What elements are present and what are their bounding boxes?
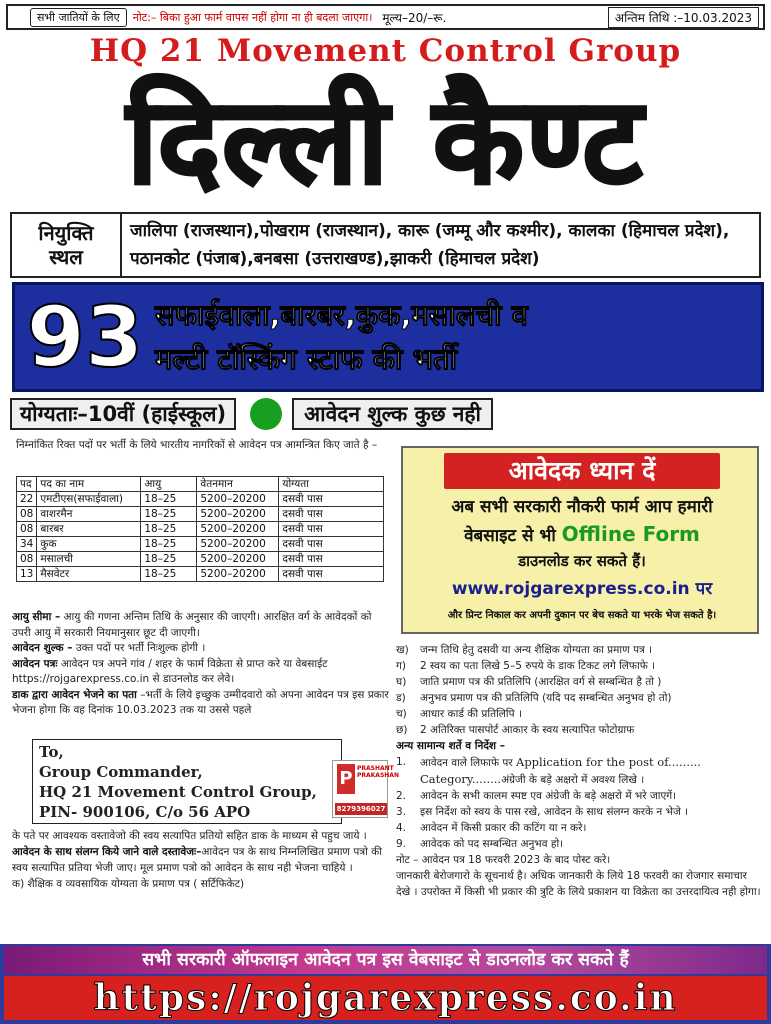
right-instructions <box>396 642 762 900</box>
last-date-badge: अन्तिम तिथि :–10.03.2023 <box>608 7 759 28</box>
age-limit-text: आयु की गणना अन्तिम तिथि के अनुसार की जाएगी। आरक्षित वर्ग के आवेदकों को उपरी आयु में सरकारी नियमानुसार छूट दी जाएगी। <box>12 611 372 639</box>
fee-text: उक्त पदों पर भर्ती निःशुल्क होगी । <box>75 642 206 654</box>
attention-line-1: अब सभी सरकारी नौकरी फार्म आप हमारी <box>451 497 713 517</box>
rule-number: 1. <box>396 756 407 768</box>
attention-line-2a: वेबसाइट से भी <box>464 526 562 546</box>
intro-text: निम्नांकित रिक्त पदों पर भर्ती के लिये भारतीय नागरिकों से आवेदन पत्र आमन्त्रित किए जाते है – <box>16 439 378 451</box>
document-item <box>396 706 762 722</box>
organization-title: HQ 21 Movement Control Group <box>89 33 682 69</box>
cell: एमटीएस(सफाईवाला) <box>37 492 141 507</box>
rule-item <box>396 804 762 820</box>
document-item <box>396 674 762 690</box>
cell: 13 <box>17 567 37 582</box>
cell: बारबर <box>37 522 141 537</box>
after-address-text: के पते पर आवश्यक वस्तावेजो की स्वय सत्यापित प्रतियो सहित डाक के माध्यम से पहुच जाये । <box>12 830 367 842</box>
rule-number: 4. <box>396 822 407 834</box>
post-address-head: डाक द्वारा आवेदन भेजने का पता <box>12 688 137 701</box>
col-age: आयु <box>141 477 197 492</box>
cell: कुक <box>37 537 141 552</box>
document-item <box>396 722 762 738</box>
col-count: पद <box>17 477 37 492</box>
cell: 5200–20200 <box>197 507 279 522</box>
applicant-attention-box <box>401 446 759 634</box>
rule-number: 2. <box>396 790 407 802</box>
cell: मसालची <box>37 552 141 567</box>
item-text: अनुभव प्रमाण पत्र की प्रतिलिपि (यदि पद सम्बन्धित अनुभव हो तो) <box>420 692 672 704</box>
rule-item <box>396 788 762 804</box>
posting-places <box>122 214 759 276</box>
post-date-note: नोट – आवेदन पत्र 18 फरवरी 2023 के बाद पोस्ट करे। <box>396 854 611 866</box>
cell: 08 <box>17 552 37 567</box>
rule-1b: Application for the post of......... <box>516 755 701 769</box>
publisher-stamp <box>332 760 399 818</box>
cell: वाशरमैन <box>37 507 141 522</box>
publisher-phone: 8279396027 <box>336 805 386 813</box>
table-row <box>17 522 384 537</box>
qualification-badge: योग्यताः–10वीं (हाईस्कूल) <box>10 398 236 430</box>
qualification-row <box>10 396 763 432</box>
offline-form-text: Offline Form <box>561 522 700 546</box>
col-pay: वेतनमान <box>197 477 279 492</box>
posting-label <box>12 214 122 276</box>
col-post-name: पद का नाम <box>37 477 141 492</box>
cell: 18–25 <box>141 537 197 552</box>
cell: 5200–20200 <box>197 552 279 567</box>
post-address-text: –भर्ती के लिये इच्छुक उम्मीदवारो को अपना आवेदन पत्र इस प्रकार भेजना होगा कि वह दिनांक 10.03.2023 तक या उससे पहले <box>12 688 389 716</box>
item-text: जन्म तिथि हेतु दसवी या अन्य शैक्षिक योग्यता का प्रमाण पत्र । <box>420 644 653 656</box>
document-item <box>396 690 762 706</box>
documents-text: आवेदन पत्र के साथ निम्नलिखित प्रमाण पत्रो की स्वय सत्यापित प्रतिया भेजी जाए। मूल प्रमाण पत्रो को आवेदन के साथ नही भेजना चाहिये । <box>12 846 382 874</box>
no-return-note: नोट:– बिका हुआ फार्म वापस नहीं होगा ना ही बदला जाएगा। <box>132 10 373 24</box>
form-head: आवेदन पत्रः <box>12 657 58 670</box>
address-line-3: HQ 21 Movement Control Group, <box>39 783 317 801</box>
address-line-1: To, <box>39 743 64 761</box>
rule-text: आवेदक को पद सम्बन्धित अनुभव हो। <box>420 838 564 850</box>
posting-places-box <box>10 212 761 278</box>
age-limit-para <box>12 610 390 641</box>
rule-1c: Category........ <box>420 772 502 786</box>
rule-number: 9. <box>396 838 407 850</box>
city-title: दिल्ली कैण्ट <box>127 72 644 210</box>
cell: दसवी पास <box>279 507 384 522</box>
document-item <box>396 642 762 658</box>
rule-1a: आवेदन वाले लिफाफे पर <box>420 757 517 769</box>
vacancy-posts <box>155 293 761 381</box>
general-rules-head: अन्य सामान्य शर्ते व निर्देश – <box>396 740 505 752</box>
post-address-para <box>12 688 390 719</box>
cell: 34 <box>17 537 37 552</box>
documents-item-k: क) शैक्षिक व व्यवसायिक योग्यता के प्रमाण पत्र ( सर्टिफिकेट) <box>12 878 245 890</box>
cell: 18–25 <box>141 522 197 537</box>
fee-badge: आवेदन शुल्क कुछ नही <box>292 398 493 430</box>
fee-head: आवेदन शुल्क – <box>12 642 73 654</box>
cell: दसवी पास <box>279 522 384 537</box>
cell: 08 <box>17 507 37 522</box>
attention-title: आवेदक ध्यान दें <box>444 453 720 489</box>
attention-line-2 <box>407 522 757 548</box>
cell: 5200–20200 <box>197 492 279 507</box>
document-item <box>396 658 762 674</box>
table-row <box>17 567 384 582</box>
posting-line-1: जालिपा (राजस्थान),पोखराम (राजस्थान), कारू (जम्मू और कश्मीर), कालका (हिमाचल प्रदेश), <box>130 221 730 241</box>
form-text: आवेदन पत्र अपने गांव / शहर के फार्म विक्रेता से प्राप्त करे या वेबसाईट https://rojgarexpress.co.in से डाउनलोड कर लेवे। <box>12 657 328 685</box>
green-dot-icon <box>250 398 282 430</box>
footer-website-link[interactable]: https://rojgarexpress.co.in <box>4 976 767 1020</box>
item-key: च) <box>396 708 407 720</box>
address-line-4: PIN- 900106, C/o 56 APO <box>39 803 251 821</box>
footer-tagline: सभी सरकारी ऑफलाइन आवेदन पत्र इस वेबसाइट से डाउनलोड कर सकते हैं <box>4 946 767 974</box>
cell: 08 <box>17 522 37 537</box>
posting-label-line-1: नियुक्ति <box>38 221 94 245</box>
item-text: आधार कार्ड की प्रतिलिपि । <box>420 708 522 720</box>
rule-text: आवेदन में किसी प्रकार की कटिंग या न करे। <box>420 822 587 834</box>
cell: दसवी पास <box>279 492 384 507</box>
address-line-2: Group Commander, <box>39 763 203 781</box>
rule-1d: अंग्रेजी के बड़े अक्षरो में अवश्य लिखे । <box>501 774 645 786</box>
rule-item <box>396 820 762 836</box>
top-info-bar <box>6 4 765 30</box>
cell: 5200–20200 <box>197 522 279 537</box>
postal-address-box <box>32 739 342 824</box>
rule-text: आवेदन के सभी कालम स्पष्ट एव अंग्रेजी के बड़े अक्षरो में भरे जाएगें। <box>420 790 677 802</box>
attention-line-5: और प्रिन्ट निकाल कर अपनी दुकान पर बेच सकते या भरके भेज सकते है। <box>447 610 717 621</box>
item-key: छ) <box>396 724 408 736</box>
form-price: मूल्य–20/–रू. <box>382 10 447 25</box>
cell: मैसवेटर <box>37 567 141 582</box>
posting-line-2: पठानकोट (पंजाब),बनबसा (उत्तराखण्ड),झाकरी (हिमाचल प्रदेश) <box>130 249 540 269</box>
rule-number: 3. <box>396 806 407 818</box>
cell: 18–25 <box>141 507 197 522</box>
attention-line-3: डाउनलोड कर सकते हैं। <box>518 552 646 570</box>
cell: 5200–20200 <box>197 567 279 582</box>
documents-head: आवेदन के साथ संलग्न किये जाने वाले दस्तावेजः– <box>12 846 202 858</box>
documents-para <box>12 844 390 876</box>
disclaimer-text: जानकारी बेरोजगारो के सूचनार्थ है। अधिक जानकारी के लिये 18 फरवरी का रोजगार समाचार देखे । उपरोक्त में किसी भी प्रकार की त्रुटि के लिये प्रकाशन या विक्रेता का उत्तरदायित्व नही होगा। <box>396 870 761 898</box>
item-text: 2 स्वय का पता लिखे 5–5 रुपये के डाक टिकट लगे लिफाफे । <box>420 660 656 672</box>
item-key: ग) <box>396 660 407 672</box>
item-key: ड) <box>396 692 406 704</box>
vacancy-line-1: सफाईवाला,बारबर,कुक,मसालची व <box>155 298 528 332</box>
col-qualification: योग्यता <box>279 477 384 492</box>
cell: 18–25 <box>141 567 197 582</box>
vacancy-count: 93 <box>26 288 144 386</box>
posting-label-line-2: स्थल <box>49 245 83 269</box>
table-row <box>17 507 384 522</box>
item-text: जाति प्रमाण पत्र की प्रतिलिपि (आरक्षित वर्ग से सम्बन्धित है तो ) <box>420 676 662 688</box>
left-instructions <box>12 610 390 719</box>
table-header-row <box>17 477 384 492</box>
table-row <box>17 537 384 552</box>
item-key: घ) <box>396 676 407 688</box>
rule-item <box>396 754 762 788</box>
website-link[interactable]: www.rojgarexpress.co.in पर <box>451 579 713 599</box>
rule-item <box>396 836 762 852</box>
item-text: 2 अतिरिक्त पासपोर्ट आकार के स्वय सत्यापित फोटोग्राफ <box>420 724 635 736</box>
cell: दसवी पास <box>279 537 384 552</box>
cell: 18–25 <box>141 552 197 567</box>
age-limit-head: आयु सीमा – <box>12 611 61 623</box>
cell: 5200–20200 <box>197 537 279 552</box>
cell: दसवी पास <box>279 552 384 567</box>
fee-para <box>12 641 390 657</box>
publisher-logo: P <box>337 764 355 794</box>
left-bottom-text <box>12 828 390 892</box>
cell: 18–25 <box>141 492 197 507</box>
posts-table <box>16 476 384 582</box>
cell: 22 <box>17 492 37 507</box>
rule-text: इस निर्देश को स्वय के पास रखे, आवेदन के साथ संलग्न करके न भेजे । <box>420 806 689 818</box>
form-para <box>12 657 390 688</box>
for-all-castes-badge: सभी जातियों के लिए <box>30 8 127 27</box>
rule-text <box>420 754 701 788</box>
table-row <box>17 492 384 507</box>
item-key: ख) <box>396 644 409 656</box>
table-row <box>17 552 384 567</box>
cell: दसवी पास <box>279 567 384 582</box>
publisher-name: PRASHANT PRAKASHAN <box>357 765 399 779</box>
vacancy-banner <box>12 282 764 392</box>
vacancy-line-2: मल्टी टॉस्किंग स्टाफ की भर्ती <box>155 342 457 376</box>
